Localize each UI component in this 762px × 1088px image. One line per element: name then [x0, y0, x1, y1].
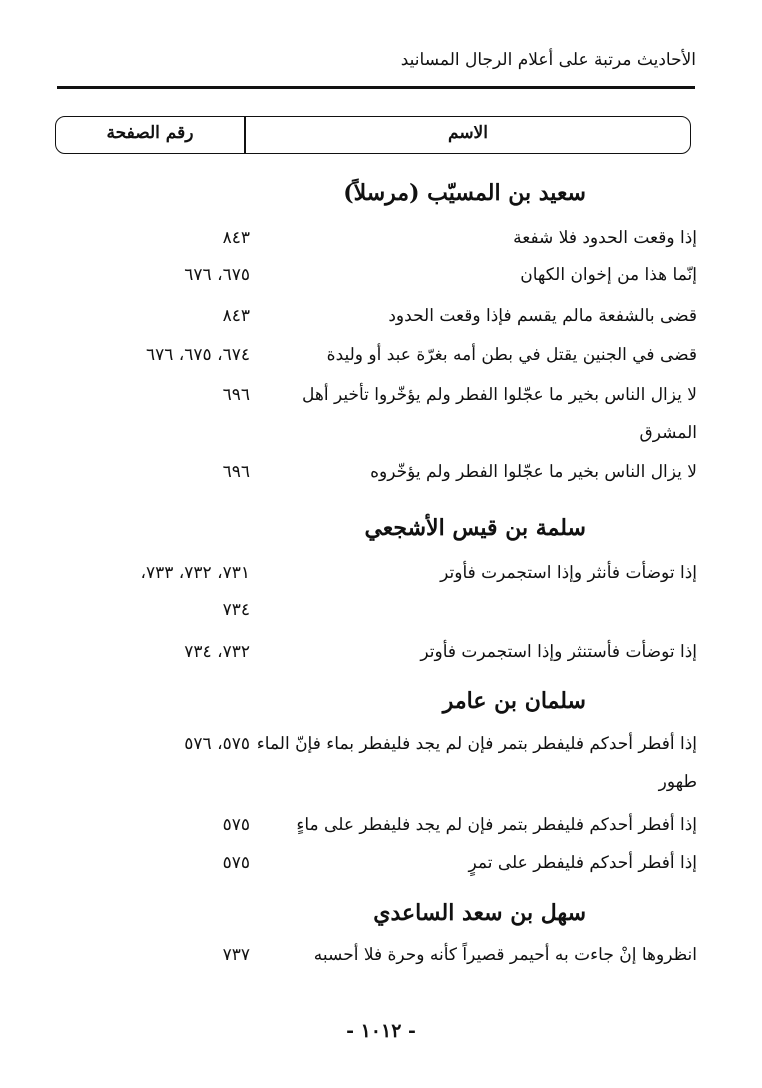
entry-text: إذا وقعت الحدود فلا شفعة [513, 228, 697, 248]
entry-text: انظروها إنْ جاءت به أحيمر قصيراً كأنه وحرة فلا أحسبه [313, 945, 697, 965]
entry-pages: ٥٧٥ [222, 815, 250, 835]
entry-pages: ٨٤٣ [222, 306, 250, 326]
entry-text: إذا توضأت فأنثر وإذا استجمرت فأوتر [440, 563, 697, 583]
entry-text: إذا أفطر أحدكم فليفطر على تمرٍ [468, 853, 697, 873]
column-header-box [55, 116, 691, 154]
entry-pages: ٧٣٢، ٧٣٤ [184, 642, 250, 662]
entry-pages: ٧٣١، ٧٣٢، ٧٣٣، [140, 563, 250, 583]
header-rule [57, 86, 695, 89]
entry-text: قضى في الجنين يقتل في بطن أمه بغرّة عبد أو وليدة [326, 345, 697, 365]
entry-text-continuation: طهور [658, 772, 697, 792]
entry-pages: ٦٧٥، ٦٧٦ [184, 265, 250, 285]
entry-text: إنّما هذا من إخوان الكهان [520, 265, 697, 285]
entry-text: قضى بالشفعة مالم يقسم فإذا وقعت الحدود [388, 306, 697, 326]
entry-pages: ٦٩٦ [222, 385, 250, 405]
entry-pages: ٥٧٥ [222, 853, 250, 873]
column-label-page: رقم الصفحة [106, 123, 194, 143]
entry-text: لا يزال الناس بخير ما عجّلوا الفطر ولم يؤخّروا تأخير أهل [302, 385, 697, 405]
section-title: سهل بن سعد الساعدي [373, 900, 586, 926]
section-title: سلمة بن قيس الأشجعي [364, 515, 586, 541]
entry-text-continuation: المشرق [639, 423, 697, 443]
entry-text: إذا توضأت فأستنثر وإذا استجمرت فأوتر [420, 642, 697, 662]
section-title: سعيد بن المسيّب (مرسلاً) [343, 180, 586, 206]
page-number: - ١٠١٢ - [346, 1020, 416, 1042]
entry-pages-continuation: ٧٣٤ [222, 600, 250, 620]
entry-pages: ٦٧٤، ٦٧٥، ٦٧٦ [146, 345, 250, 365]
running-header-title: الأحاديث مرتبة على أعلام الرجال المسانيد [400, 50, 696, 70]
entry-text: إذا أفطر أحدكم فليفطر بتمر فإن لم يجد فليفطر بماء فإنّ الماء [256, 734, 697, 754]
entry-text: إذا أفطر أحدكم فليفطر بتمر فإن لم يجد فليفطر على ماءٍ [296, 815, 697, 835]
entry-pages: ٨٤٣ [222, 228, 250, 248]
entry-text: لا يزال الناس بخير ما عجّلوا الفطر ولم يؤخّروه [370, 462, 697, 482]
section-title: سلمان بن عامر [442, 688, 586, 714]
column-divider [244, 117, 246, 153]
entry-pages: ٦٩٦ [222, 462, 250, 482]
column-label-name: الاسم [448, 123, 488, 143]
entry-pages: ٥٧٥، ٥٧٦ [184, 734, 250, 754]
entry-pages: ٧٣٧ [222, 945, 250, 965]
